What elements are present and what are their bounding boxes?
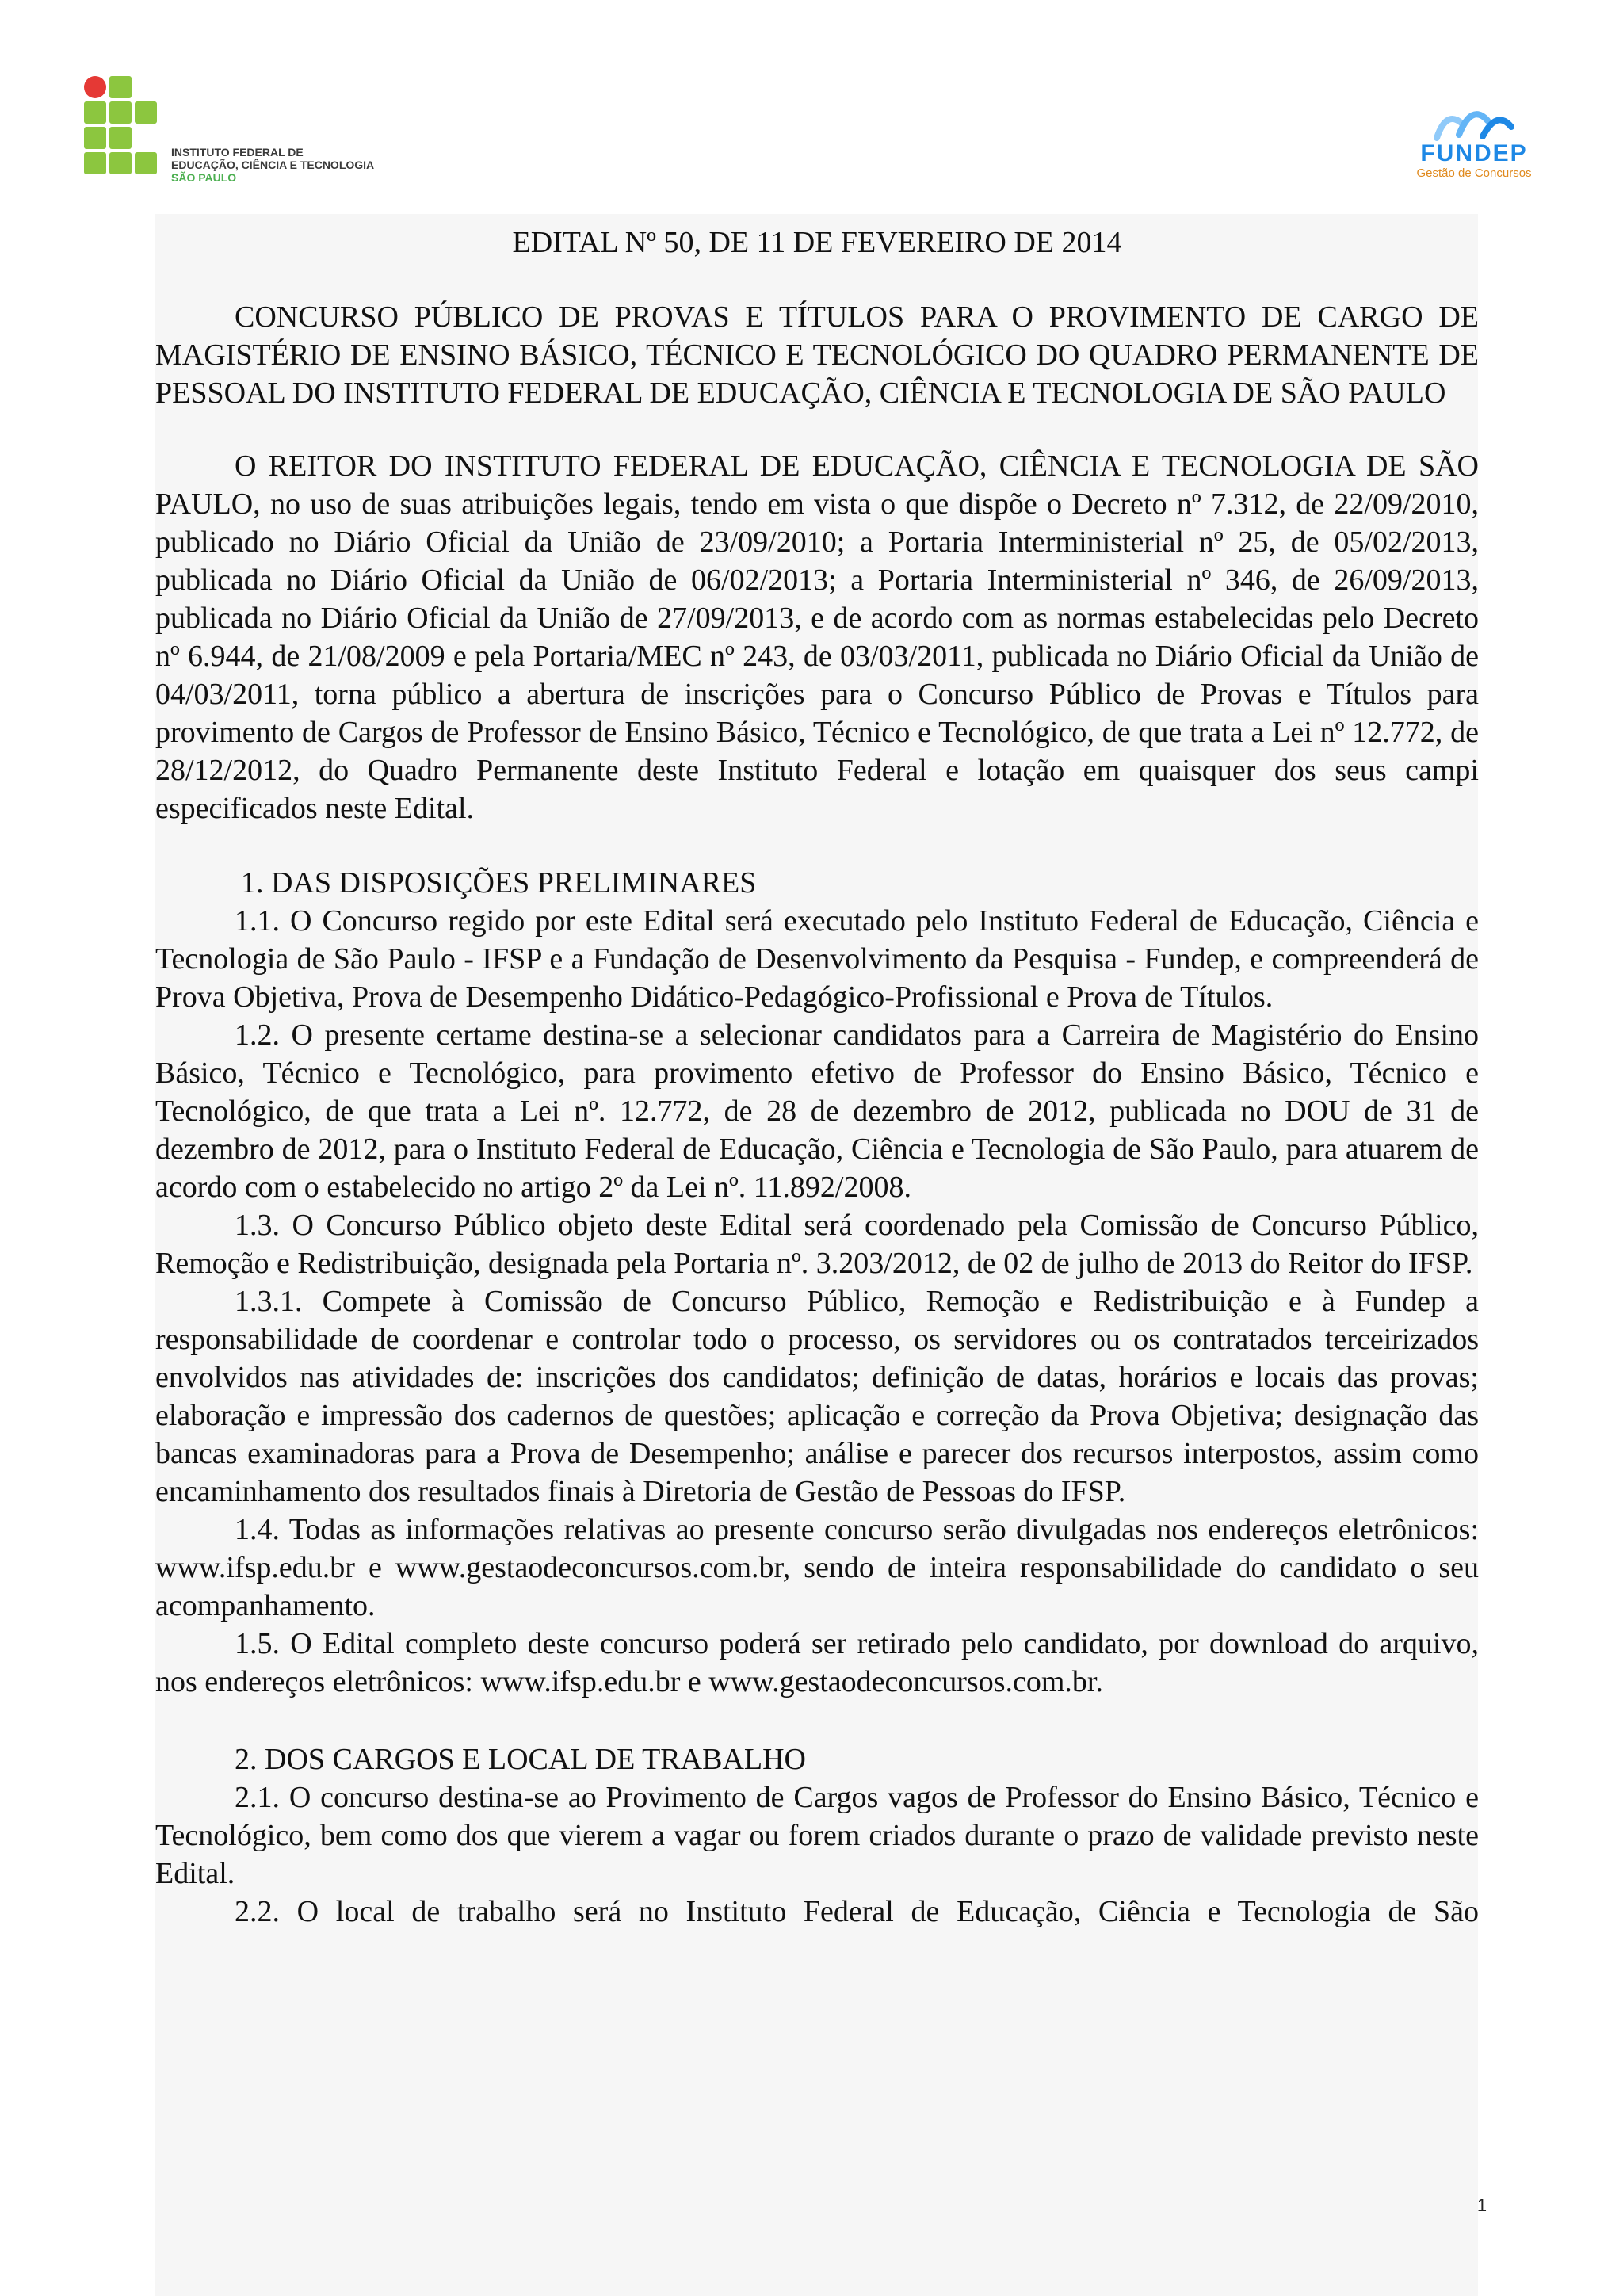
preamble: O REITOR DO INSTITUTO FEDERAL DE EDUCAÇÃO, CIÊNCIA E TECNOLOGIA DE SÃO PAULO, no uso de suas atribuições legais, tendo em vista o que dispõe o Decreto nº 7.312, de 22/09/2010, publicado no Diário Oficial da União de 23/09/2010; a Portaria Interministerial nº 25, de 05/02/2013, publicada no Diário Oficial da União de 06/02/2013; a Portaria Interministerial nº 346, de 26/09/2013, publicada no Diário Oficial da União de 27/09/2013, e de acordo com as normas estabelecidas pelo Decreto nº 6.944, de 21/08/2009 e pela Portaria/MEC nº 243, de 03/03/2011, publicada no Diário Oficial da União de 04/03/2011, torna público a abertura de inscrições para o Concurso Público de Provas e Títulos para provimento de Cargos de Professor de Ensino Básico, Técnico e Tecnológico, de que trata a Lei nº 12.772, de 28/12/2012, do Quadro Permanente deste Instituto Federal e lotação em quaisquer dos seus campi especificados neste Edital. [155, 449, 1479, 825]
fundep-subtitle: Gestão de Concursos [1416, 166, 1532, 180]
clause-1-3: 1.3. O Concurso Público objeto deste Edital será coordenado pela Comissão de Concurso Público, Remoção e Redistribuição, designada pela Portaria nº. 3.203/2012, de 02 de julho de 2013 do Reitor do IFSP. [155, 1209, 1479, 1280]
ifsp-logo [84, 76, 393, 195]
logo-green-square [84, 101, 106, 124]
fundep-arcs-icon [1430, 103, 1518, 141]
section-2-heading: 2. DOS CARGOS E LOCAL DE TRABALHO [235, 1743, 806, 1776]
clause-1-5: 1.5. O Edital completo deste concurso poderá ser retirado pelo candidato, por download do arquivo, nos endereços eletrônicos: www.ifsp.edu.br e www.gestaodeconcursos.com.br. [155, 1627, 1479, 1698]
edital-title: CONCURSO PÚBLICO DE PROVAS E TÍTULOS PARA O PROVIMENTO DE CARGO DE MAGISTÉRIO DE ENSINO BÁSICO, TÉCNICO E TECNOLÓGICO DO QUADRO PERMANENTE DE PESSOAL DO INSTITUTO FEDERAL DE EDUCAÇÃO, CIÊNCIA E TECNOLOGIA DE SÃO PAULO [155, 300, 1479, 410]
ifsp-logo-text [171, 146, 393, 184]
logo-green-square [84, 152, 106, 174]
ifsp-logo-line3: SÃO PAULO [171, 171, 237, 184]
clause-1-1: 1.1. O Concurso regido por este Edital será executado pelo Instituto Federal de Educação, Ciência e Tecnologia de São Paulo - IFSP e a Fundação de Desenvolvimento da Pesquisa - Fundep, e compreenderá de Prova Objetiva, Prova de Desempenho Didático-Pedagógico-Profissional e Prova de Títulos. [155, 904, 1479, 1014]
logo-green-square [109, 127, 132, 149]
document-body [155, 223, 1479, 1931]
ifsp-logo-line2: EDUCAÇÃO, CIÊNCIA E TECNOLOGIA [171, 159, 375, 171]
fundep-name: FUNDEP [1420, 140, 1528, 166]
logo-green-square [109, 76, 132, 98]
ifsp-logo-line1: INSTITUTO FEDERAL DE [171, 146, 304, 159]
clause-1-3-1: 1.3.1. Compete à Comissão de Concurso Público, Remoção e Redistribuição e à Fundep a responsabilidade de coordenar e controlar todo o processo, os servidores ou os contratados terceirizados envolvidos nas atividades de: inscrições dos candidatos; definição de datas, horários e locais das provas; elaboração e impressão dos cadernos de questões; aplicação e correção da Prova Objetiva; designação das bancas examinadoras para a Prova de Desempenho; análise e parecer dos recursos interpostos, assim como encaminhamento dos resultados finais à Diretoria de Gestão de Pessoas do IFSP. [155, 1285, 1479, 1508]
clause-1-4: 1.4. Todas as informações relativas ao presente concurso serão divulgadas nos endereços eletrônicos: www.ifsp.edu.br e www.gestaodeconcursos.com.br, sendo de inteira responsabilidade do candidato o seu acompanhamento. [155, 1513, 1479, 1622]
logo-green-square [135, 101, 157, 124]
logo-green-square [109, 152, 132, 174]
edital-heading: EDITAL Nº 50, DE 11 DE FEVEREIRO DE 2014 [512, 226, 1122, 259]
logo-green-square [109, 101, 132, 124]
logo-red-circle [84, 76, 106, 98]
clause-2-2: 2.2. O local de trabalho será no Instituto Federal de Educação, Ciência e Tecnologia de São [235, 1895, 1479, 1928]
page-number: 1 [1476, 2195, 1487, 2215]
fundep-logo [1403, 103, 1545, 198]
logo-green-square [84, 127, 106, 149]
clause-2-1: 2.1. O concurso destina-se ao Provimento de Cargos vagos de Professor do Ensino Básico, Técnico e Tecnológico, bem como dos que vierem a vagar ou forem criados durante o prazo de validade previsto neste Edital. [155, 1781, 1479, 1890]
clause-1-2: 1.2. O presente certame destina-se a selecionar candidatos para a Carreira de Magistério do Ensino Básico, Técnico e Tecnológico, para provimento efetivo de Professor do Ensino Básico, Técnico e Tecnológico, de que trata a Lei nº. 12.772, de 28 de dezembro de 2012, publicada no DOU de 31 de dezembro de 2012, para o Instituto Federal de Educação, Ciência e Tecnologia de São Paulo, para atuarem de acordo com o estabelecido no artigo 2º da Lei nº. 11.892/2008. [155, 1018, 1479, 1204]
logo-green-square [135, 152, 157, 174]
section-1-heading: 1. DAS DISPOSIÇÕES PRELIMINARES [241, 866, 757, 900]
